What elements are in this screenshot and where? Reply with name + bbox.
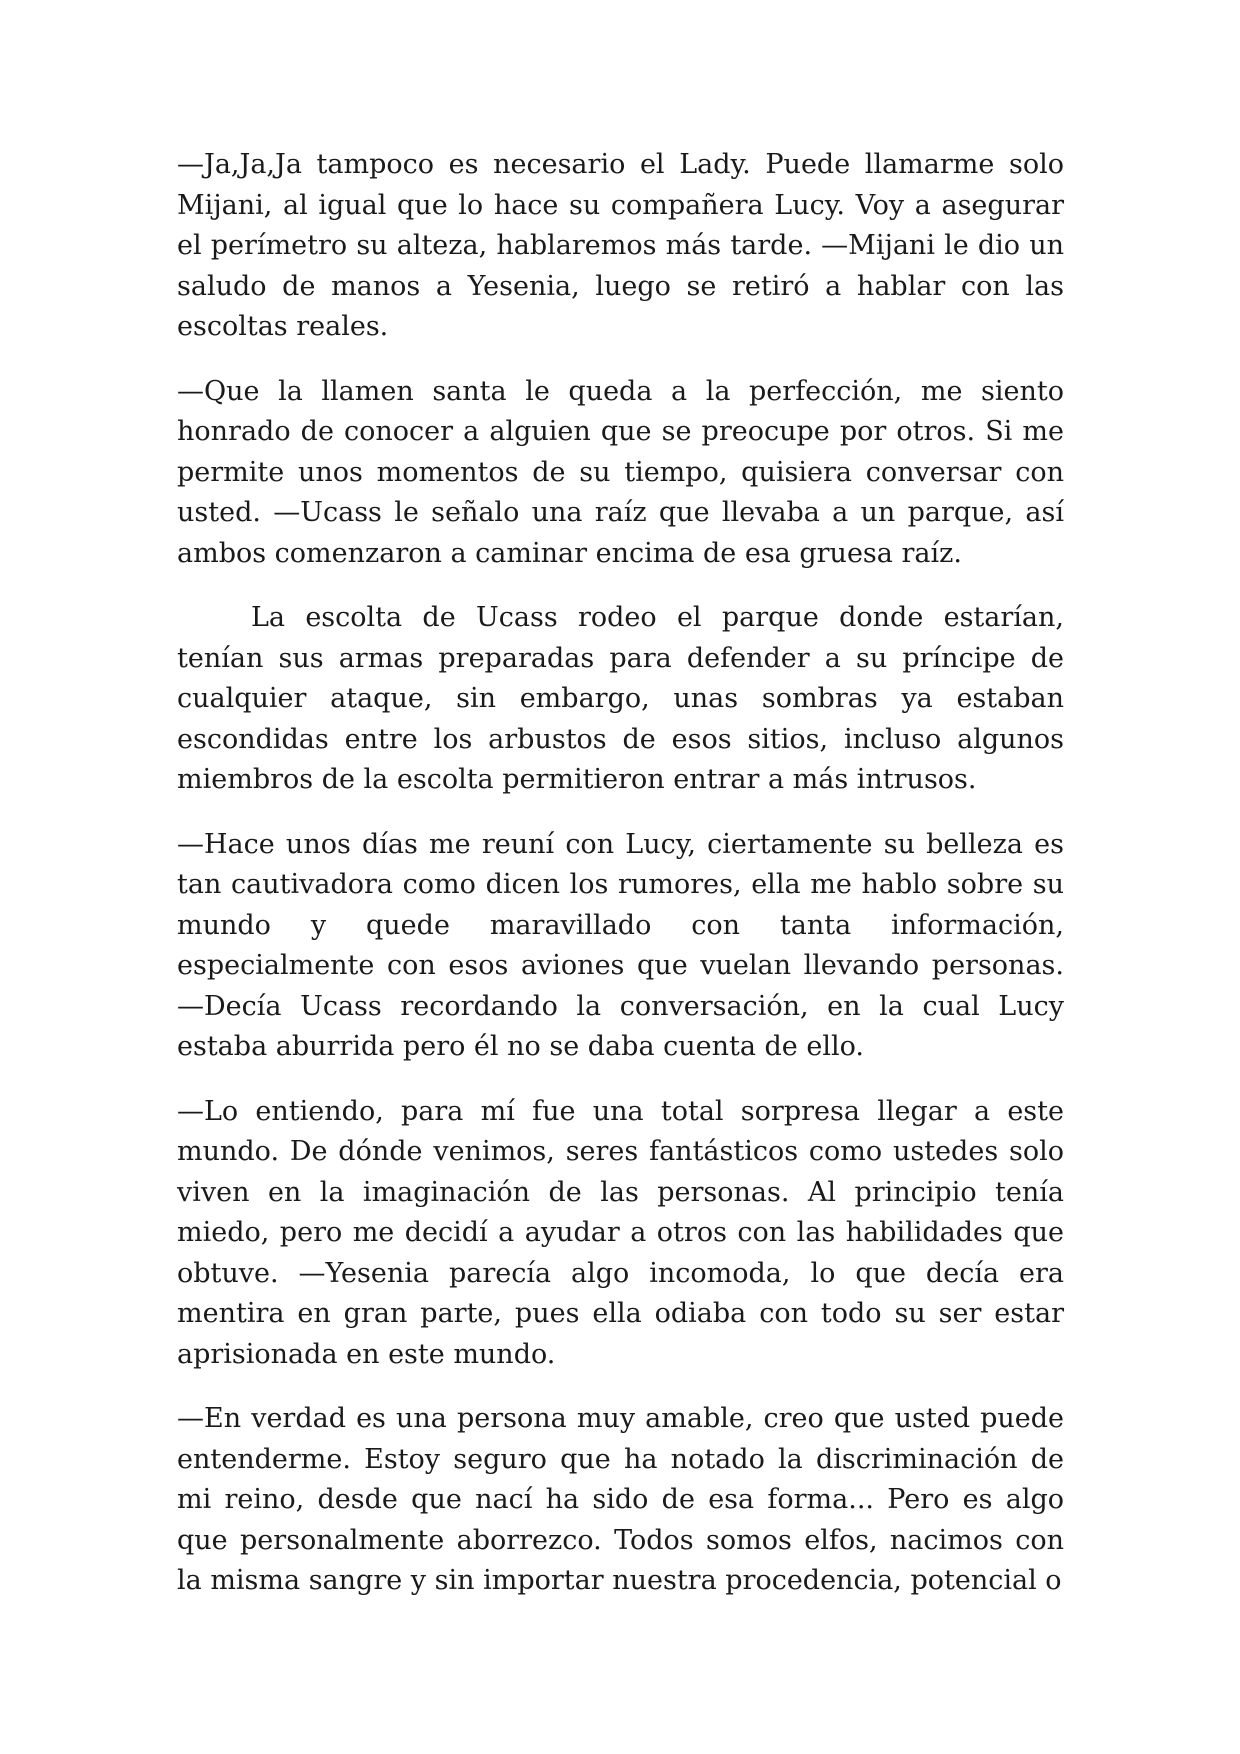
paragraph-4: —Hace unos días me reuní con Lucy, ciertamente su belleza es tan cautivadora como dicen los rumores, ella me hablo sobre su mundo y quede maravillado con tanta información, especialmente con esos aviones que vuelan llevando personas. —Decía Ucass recordando la conversación, en la cual Lucy estaba aburrida pero él no se daba cuenta de ello. xyxy=(177,828,1064,1062)
paragraph-2: —Que la llamen santa le queda a la perfección, me siento honrado de conocer a alguien que se preocupe por otros. Si me permite unos momentos de su tiempo, quisiera conversar con usted. —Ucass le señalo una raíz que llevaba a un parque, así ambos comenzaron a caminar encima de esa gruesa raíz. xyxy=(177,375,1064,569)
paragraph-3: La escolta de Ucass rodeo el parque donde estarían, tenían sus armas preparadas para defender a su príncipe de cualquier ataque, sin embargo, unas sombras ya estaban escondidas entre los arbustos de esos sitios, incluso algunos miembros de la escolta permitieron entrar a más intrusos. xyxy=(177,602,1064,795)
paragraph-1: —Ja,Ja,Ja tampoco es necesario el Lady. Puede llamarme solo Mijani, al igual que lo hace su compañera Lucy. Voy a asegurar el perímetro su alteza, hablaremos más tarde. —Mijani le dio un saludo de manos a Yesenia, luego se retiró a hablar con las escoltas reales. xyxy=(177,149,1064,342)
paragraph-5: —Lo entiendo, para mí fue una total sorpresa llegar a este mundo. De dónde venimos, seres fantásticos como ustedes solo viven en la imaginación de las personas. Al principio tenía miedo, pero me decidí a ayudar a otros con las habilidades que obtuve. —Yesenia parecía algo incomoda, lo que decía era mentira en gran parte, pues ella odiaba con todo su ser estar aprisionada en este mundo. xyxy=(177,1095,1064,1370)
body-text xyxy=(177,145,1064,1626)
paragraph-6: —En verdad es una persona muy amable, creo que usted puede entenderme. Estoy seguro que ha notado la discriminación de mi reino, desde que nací ha sido de esa forma... Pero es algo que personalmente aborrezco. Todos somos elfos, nacimos con la misma sangre y sin importar nuestra procedencia, potencial o xyxy=(177,1403,1064,1596)
